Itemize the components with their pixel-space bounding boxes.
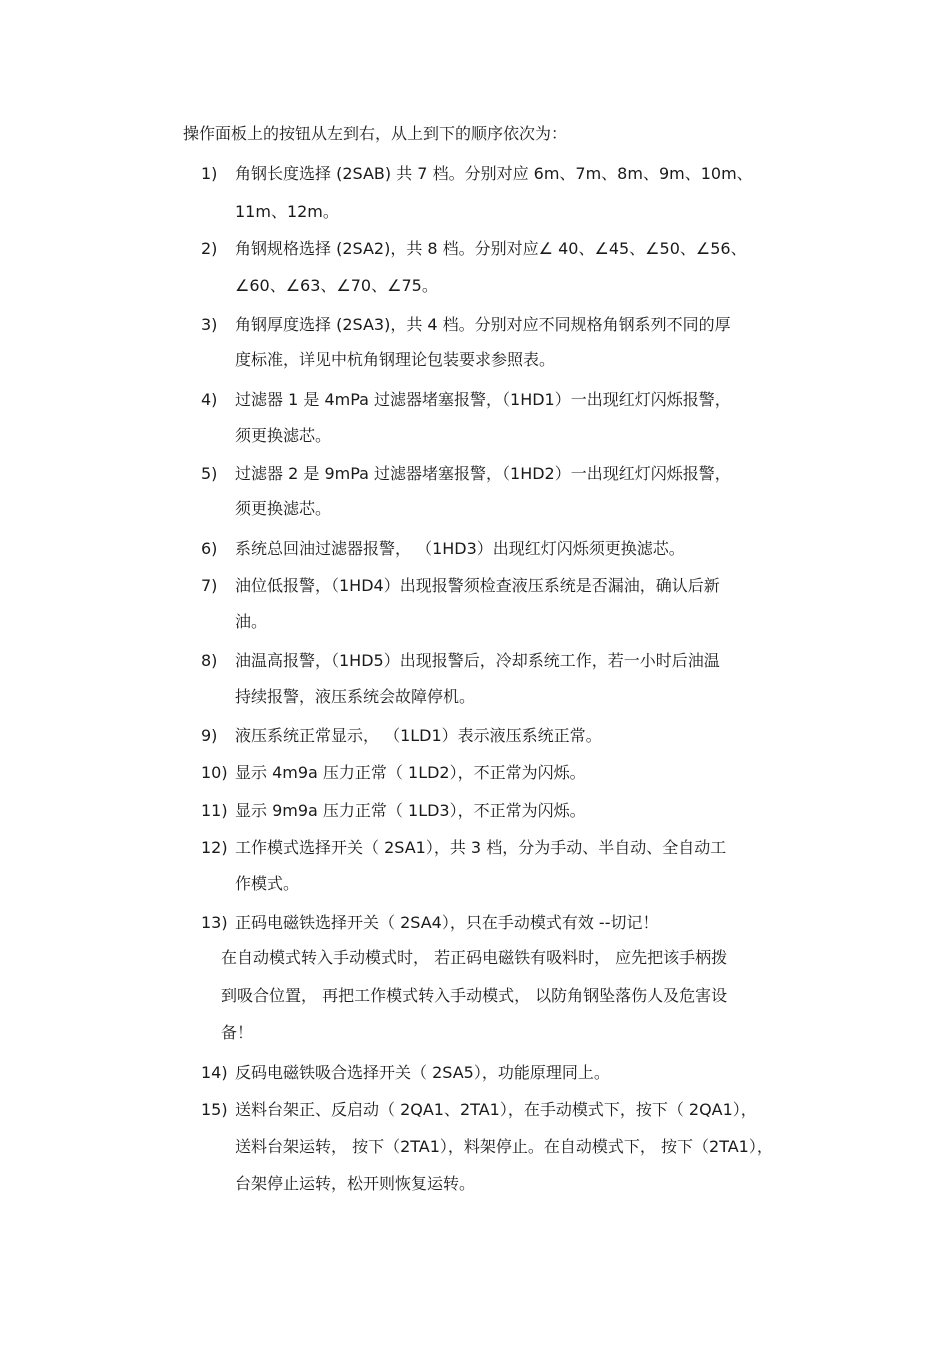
item-4-line-1: 过滤器 1 是 4mPa 过滤器堵塞报警，（1HD1）一出现红灯闪烁报警， (235, 390, 731, 409)
item-8-line-1: 油温高报警，（1HD5）出现报警后，冷却系统工作，若一小时后油温 (235, 651, 720, 670)
item-4-line-2: 须更换滤芯。 (235, 426, 332, 445)
item-7-number: 7) (201, 576, 218, 595)
item-3-line-1: 角钢厚度选择 (2SA3)，共 4 档。分别对应不同规格角钢系列不同的厚 (235, 315, 731, 334)
item-14-number: 14) (201, 1063, 228, 1082)
item-5-line-1: 过滤器 2 是 9mPa 过滤器堵塞报警，（1HD2）一出现红灯闪烁报警， (235, 464, 731, 483)
item-1-line-2: 11m、12m。 (235, 202, 339, 221)
item-15-line-2: 送料台架运转， 按下（2TA1），料架停止。在自动模式下， 按下（2TA1）， (235, 1137, 773, 1156)
item-4-number: 4) (201, 390, 218, 409)
item-10-number: 10) (201, 763, 228, 782)
item-9-line-1: 液压系统正常显示， （1LD1）表示液压系统正常。 (235, 726, 602, 745)
item-12-number: 12) (201, 838, 228, 857)
item-6-number: 6) (201, 539, 218, 558)
item-11-line-1: 显示 9m9a 压力正常（ 1LD3），不正常为闪烁。 (235, 801, 586, 820)
item-13-note-line-1: 在自动模式转入手动模式时， 若正码电磁铁有吸料时， 应先把该手柄拨 (221, 948, 728, 967)
item-7-line-1: 油位低报警，（1HD4）出现报警须检查液压系统是否漏油，确认后新 (235, 576, 720, 595)
item-12-line-1: 工作模式选择开关（ 2SA1），共 3 档，分为手动、半自动、全自动工 (235, 838, 727, 857)
item-2-number: 2) (201, 239, 218, 258)
item-14-line-1: 反码电磁铁吸合选择开关（ 2SA5），功能原理同上。 (235, 1063, 610, 1082)
item-11-number: 11) (201, 801, 228, 820)
item-7-line-2: 油。 (235, 612, 268, 631)
item-15-number: 15) (201, 1100, 228, 1119)
item-13-note-line-3: 备！ (221, 1023, 254, 1042)
item-3-number: 3) (201, 315, 218, 334)
item-6-line-1: 系统总回油过滤器报警， （1HD3）出现红灯闪烁须更换滤芯。 (235, 539, 685, 558)
item-8-number: 8) (201, 651, 218, 670)
item-5-number: 5) (201, 464, 218, 483)
item-3-line-2: 度标准，详见中杭角钢理论包装要求参照表。 (235, 350, 556, 369)
item-15-line-3: 台架停止运转，松开则恢复运转。 (235, 1174, 476, 1193)
item-5-line-2: 须更换滤芯。 (235, 499, 332, 518)
item-12-line-2: 作模式。 (235, 874, 300, 893)
item-15-line-1: 送料台架正、反启动（ 2QA1、2TA1），在手动模式下，按下（ 2QA1）， (235, 1100, 757, 1119)
item-9-number: 9) (201, 726, 218, 745)
item-1-line-1: 角钢长度选择 (2SAB) 共 7 档。分别对应 6m、7m、8m、9m、10m、 (235, 164, 753, 183)
item-8-line-2: 持续报警，液压系统会故障停机。 (235, 687, 476, 706)
item-13-line-1: 正码电磁铁选择开关（ 2SA4），只在手动模式有效 --切记！ (235, 913, 659, 932)
item-10-line-1: 显示 4m9a 压力正常（ 1LD2），不正常为闪烁。 (235, 763, 586, 782)
item-2-line-2: ∠60、∠63、∠70、∠75。 (235, 276, 438, 295)
intro-text: 操作面板上的按钮从左到右，从上到下的顺序依次为： (183, 124, 568, 143)
item-2-line-1: 角钢规格选择 (2SA2)，共 8 档。分别对应∠ 40、∠45、∠50、∠56、 (235, 239, 747, 258)
item-1-number: 1) (201, 164, 218, 183)
item-13-number: 13) (201, 913, 228, 932)
item-13-note-line-2: 到吸合位置， 再把工作模式转入手动模式， 以防角钢坠落伤人及危害设 (221, 986, 728, 1005)
